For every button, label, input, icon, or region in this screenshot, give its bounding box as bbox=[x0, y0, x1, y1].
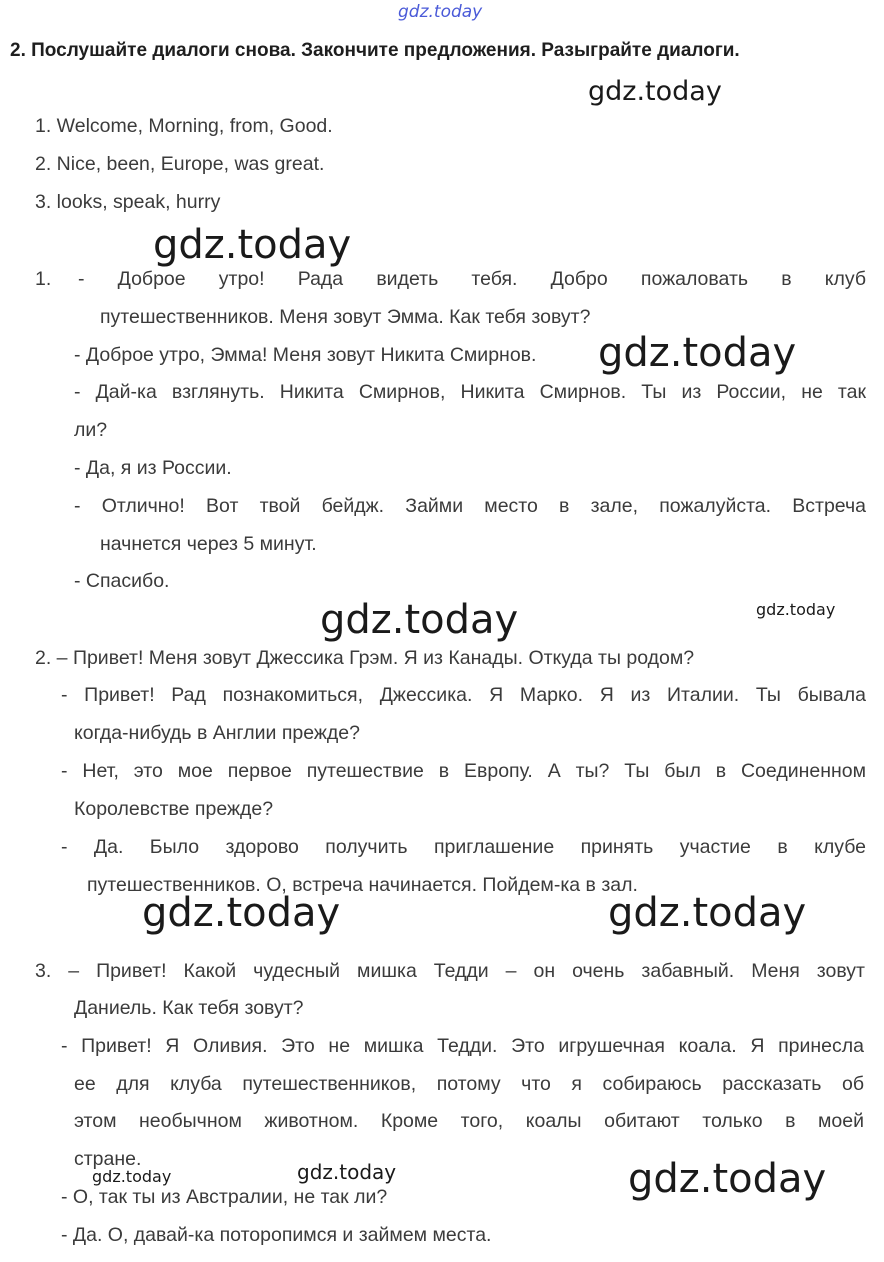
dialogue3-line: Даниель. Как тебя зовут? bbox=[74, 997, 304, 1019]
dialogue2-line: - Привет! Рад познакомиться, Джессика. Я Марко. Я из Италии. Ты бывала bbox=[61, 684, 866, 706]
watermark: gdz.today bbox=[153, 222, 352, 268]
dialogue3-line: - О, так ты из Австралии, не так ли? bbox=[61, 1186, 388, 1208]
dialogue2-line: когда-нибудь в Англии прежде? bbox=[74, 722, 360, 744]
dialogue1-line: путешественников. Меня зовут Эмма. Как тебя зовут? bbox=[100, 306, 591, 328]
dialogue3-line: ее для клуба путешественников, потому что я собираюсь рассказать об bbox=[74, 1073, 864, 1095]
dialogue3-line: - Да. О, давай-ка поторопимся и займем места. bbox=[61, 1224, 492, 1246]
watermark: gdz.today bbox=[297, 1160, 397, 1184]
dialogue1-line: - Да, я из России. bbox=[74, 457, 232, 479]
watermark: gdz.today bbox=[320, 597, 519, 643]
watermark: gdz.today bbox=[608, 890, 807, 936]
dialogue1-line: - Спасибо. bbox=[74, 570, 170, 592]
dialogue1-line: - Отлично! Вот твой бейдж. Займи место в зале, пожалуйста. Встреча bbox=[74, 495, 866, 517]
dialogue3-line: 3. – Привет! Какой чудесный мишка Тедди – он очень забавный. Меня зовут bbox=[35, 960, 865, 982]
watermark-top: gdz.today bbox=[398, 2, 483, 22]
dialogue2-line: путешественников. О, встреча начинается. Пойдем-ка в зал. bbox=[87, 874, 638, 896]
answer-3: 3. looks, speak, hurry bbox=[35, 191, 221, 213]
dialogue2-line: 2. – Привет! Меня зовут Джессика Грэм. Я из Канады. Откуда ты родом? bbox=[35, 647, 695, 669]
dialogue1-line: начнется через 5 минут. bbox=[100, 533, 317, 555]
dialogue2-line: - Нет, это мое первое путешествие в Европу. А ты? Ты был в Соединенном bbox=[61, 760, 866, 782]
watermark: gdz.today bbox=[628, 1156, 827, 1202]
watermark: gdz.today bbox=[598, 330, 797, 376]
dialogue2-line: Королевстве прежде? bbox=[74, 798, 274, 820]
task-heading: 2. Послушайте диалоги снова. Закончите предложения. Разыграйте диалоги. bbox=[10, 40, 740, 61]
watermark: gdz.today bbox=[142, 890, 341, 936]
dialogue1-line: - Доброе утро! Рада видеть тебя. Добро пожаловать в клуб bbox=[78, 268, 866, 290]
answer-2: 2. Nice, been, Europe, was great. bbox=[35, 153, 325, 175]
dialogue1-line: - Дай-ка взглянуть. Никита Смирнов, Никита Смирнов. Ты из России, не так bbox=[74, 381, 866, 403]
dialogue1-number: 1. bbox=[35, 268, 52, 290]
dialogue3-line: стране. bbox=[74, 1148, 142, 1170]
watermark: gdz.today bbox=[92, 1167, 172, 1186]
dialogue2-line: - Да. Было здорово получить приглашение принять участие в клубе bbox=[61, 836, 866, 858]
answer-1: 1. Welcome, Morning, from, Good. bbox=[35, 115, 333, 137]
watermark: gdz.today bbox=[588, 76, 722, 107]
watermark: gdz.today bbox=[756, 600, 836, 619]
dialogue3-line: этом необычном животном. Кроме того, коалы обитают только в моей bbox=[74, 1110, 864, 1132]
dialogue1-line: ли? bbox=[74, 419, 108, 441]
dialogue1-line: - Доброе утро, Эмма! Меня зовут Никита Смирнов. bbox=[74, 344, 537, 366]
dialogue3-line: - Привет! Я Оливия. Это не мишка Тедди. Это игрушечная коала. Я принесла bbox=[61, 1035, 864, 1057]
